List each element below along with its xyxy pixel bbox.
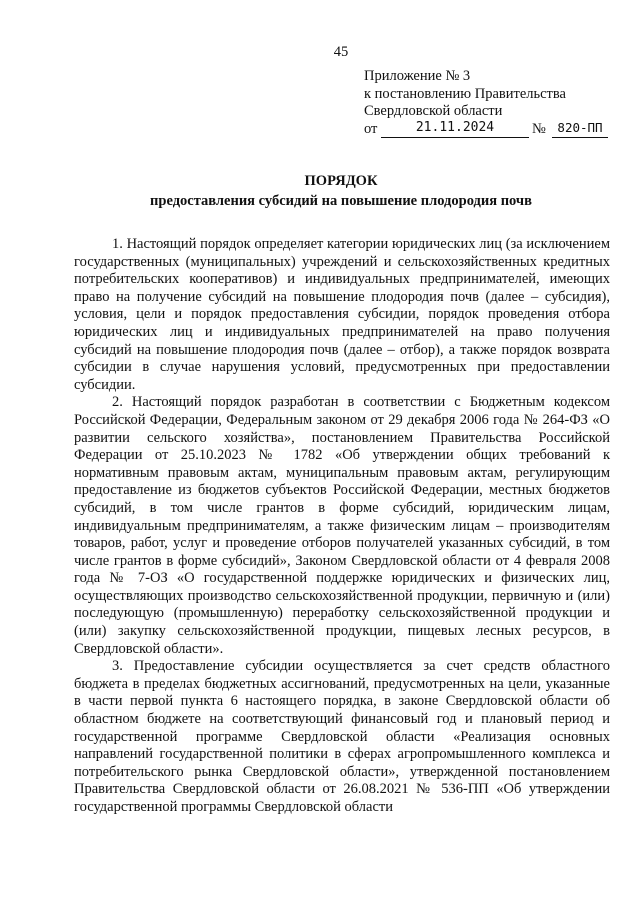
appendix-line-3: Свердловской области (364, 103, 503, 119)
document-body (74, 236, 610, 817)
number-label: № (532, 120, 546, 137)
appendix-line-1: Приложение № 3 (364, 68, 471, 84)
appendix-number: 820-ПП (552, 119, 608, 138)
paragraph-1: 1. Настоящий порядок определяет категории юридических лиц (за исключением государственных (муниципальных) учреждений и сельскохозяйственных кредитных потребительских кооперативов) и индивидуальных предпринимателей, имеющих право на получение субсидий на повышение плодородия почв (далее – субсидия), условия, цели и порядок предоставления субсидии, порядок проведения отбора юридических лиц и индивидуальных предпринимателей на право получения субсидий на повышение плодородия почв (далее – отбор), а также порядок возврата субсидии в случае нарушения условий, предусмотренных при предоставлении субсидии. (74, 236, 610, 393)
appendix-line-2: к постановлению Правительства (364, 85, 566, 102)
appendix-sign-line (364, 119, 603, 139)
appendix-date: 21.11.2024 (381, 119, 529, 138)
page-number: 45 (333, 44, 349, 60)
paragraph-3: 3. Предоставление субсидии осуществляется за счет средств областного бюджета в пределах бюджетных ассигнований, предусмотренных на цели, указанные в части первой пункта 6 настоящего порядка, в законе Свердловской области об областном бюджете на соответствующий финансовый год и плановый период и государственной программе Свердловской области «Реализация основных направлений государственной политики в сферах агропромышленного комплекса и потребительского рынка Свердловской области», утвержденной постановлением Правительства Свердловской области от 26.08.2021 № 536-ПП «Об утверждении государственной программы Свердловской области (74, 658, 610, 815)
document-title: ПОРЯДОК (304, 173, 378, 189)
document-subtitle: предоставления субсидий на повышение плодородия почв (150, 193, 532, 209)
paragraph-2: 2. Настоящий порядок разработан в соответствии с Бюджетным кодексом Российской Федерации, Федеральным законом от 29 декабря 2006 года № 264-ФЗ «О развитии сельского хозяйства», постановлением Правительства Российской Федерации от 25.10.2023 № 1782 «Об утверждении общих требований к нормативным правовым актам, муниципальным правовым актам, регулирующим предоставление из бюджетов субъектов Российской Федерации, местных бюджетов субсидий, в том числе грантов в форме субсидий, юридическим лицам, индивидуальным предпринимателям, а также физическим лицам – производителям товаров, работ, услуг и проведение отборов получателей указанных субсидий, в том числе грантов в форме субсидий», Законом Свердловской области от 4 февраля 2008 года № 7-ОЗ «О государственной поддержке юридических и физических лиц, осуществляющих производство сельскохозяйственной продукции, первичную и (или) последующую (промышленную) переработку сельскохозяйственной продукции и (или) закупку сельскохозяйственной продукции, пищевых лесных ресурсов, в Свердловской области». (74, 394, 610, 657)
appendix-block (364, 68, 603, 139)
from-label: от (364, 120, 378, 137)
